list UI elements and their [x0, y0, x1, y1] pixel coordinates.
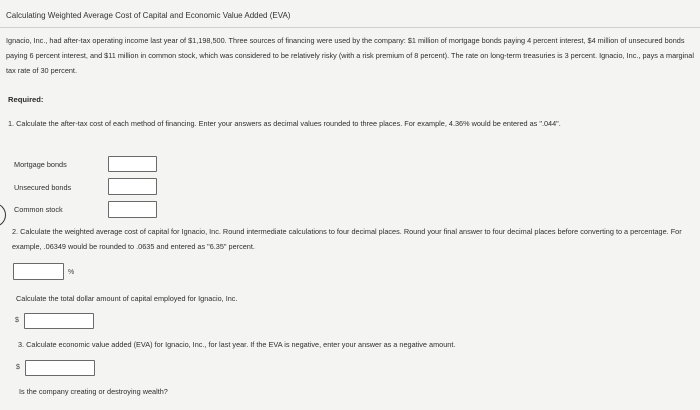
- question-3-text: 3. Calculate economic value added (EVA) for Ignacio, Inc., for last year. If the EVA is negative, enter your answer as a negative amount.: [18, 340, 456, 349]
- capital-question-text: Calculate the total dollar amount of capital employed for Ignacio, Inc.: [16, 294, 238, 303]
- required-heading: Required:: [8, 95, 44, 104]
- mortgage-bonds-input[interactable]: [108, 156, 157, 172]
- question-2-text: 2. Calculate the weighted average cost of capital for Ignacio, Inc. Round intermediate calculations to four decimal places. Round your final answer to four decimal places before converting to a percentage. For example, .06349 would be rounded to .0635 and entered as "6.35" percent.: [12, 227, 682, 251]
- total-capital-input[interactable]: [24, 313, 94, 329]
- question-1-text: 1. Calculate the after-tax cost of each method of financing. Enter your answers as decimal values rounded to three places. For example, 4.36% would be entered as ".044".: [8, 119, 561, 128]
- eva-dollar-sign: $: [16, 364, 20, 371]
- percent-sign: %: [68, 269, 75, 276]
- common-stock-input[interactable]: [108, 201, 157, 218]
- wacc-input[interactable]: [13, 263, 64, 280]
- collapse-bracket-icon: [0, 203, 6, 227]
- title-divider: [0, 27, 700, 28]
- capital-dollar-sign: $: [15, 317, 19, 324]
- common-stock-label: Common stock: [14, 205, 63, 214]
- eva-input[interactable]: [25, 360, 95, 376]
- page-title: Calculating Weighted Average Cost of Capital and Economic Value Added (EVA): [6, 11, 291, 20]
- wealth-question-text: Is the company creating or destroying wealth?: [19, 387, 168, 396]
- unsecured-bonds-input[interactable]: [108, 178, 157, 195]
- mortgage-bonds-label: Mortgage bonds: [14, 160, 67, 169]
- problem-intro: Ignacio, Inc., had after-tax operating income last year of $1,198,500. Three sources of financing were used by the company: $1 million of mortgage bonds paying 4 percent interest, $4 million of unsecured bonds paying 6 percent interest, and $11 million in common stock, which was considered to be relatively risky (with a risk premium of 8 percent). The rate on long-term treasuries is 3 percent. Ignacio, Inc., pays a marginal tax rate of 30 percent.: [6, 36, 694, 75]
- unsecured-bonds-label: Unsecured bonds: [14, 183, 72, 192]
